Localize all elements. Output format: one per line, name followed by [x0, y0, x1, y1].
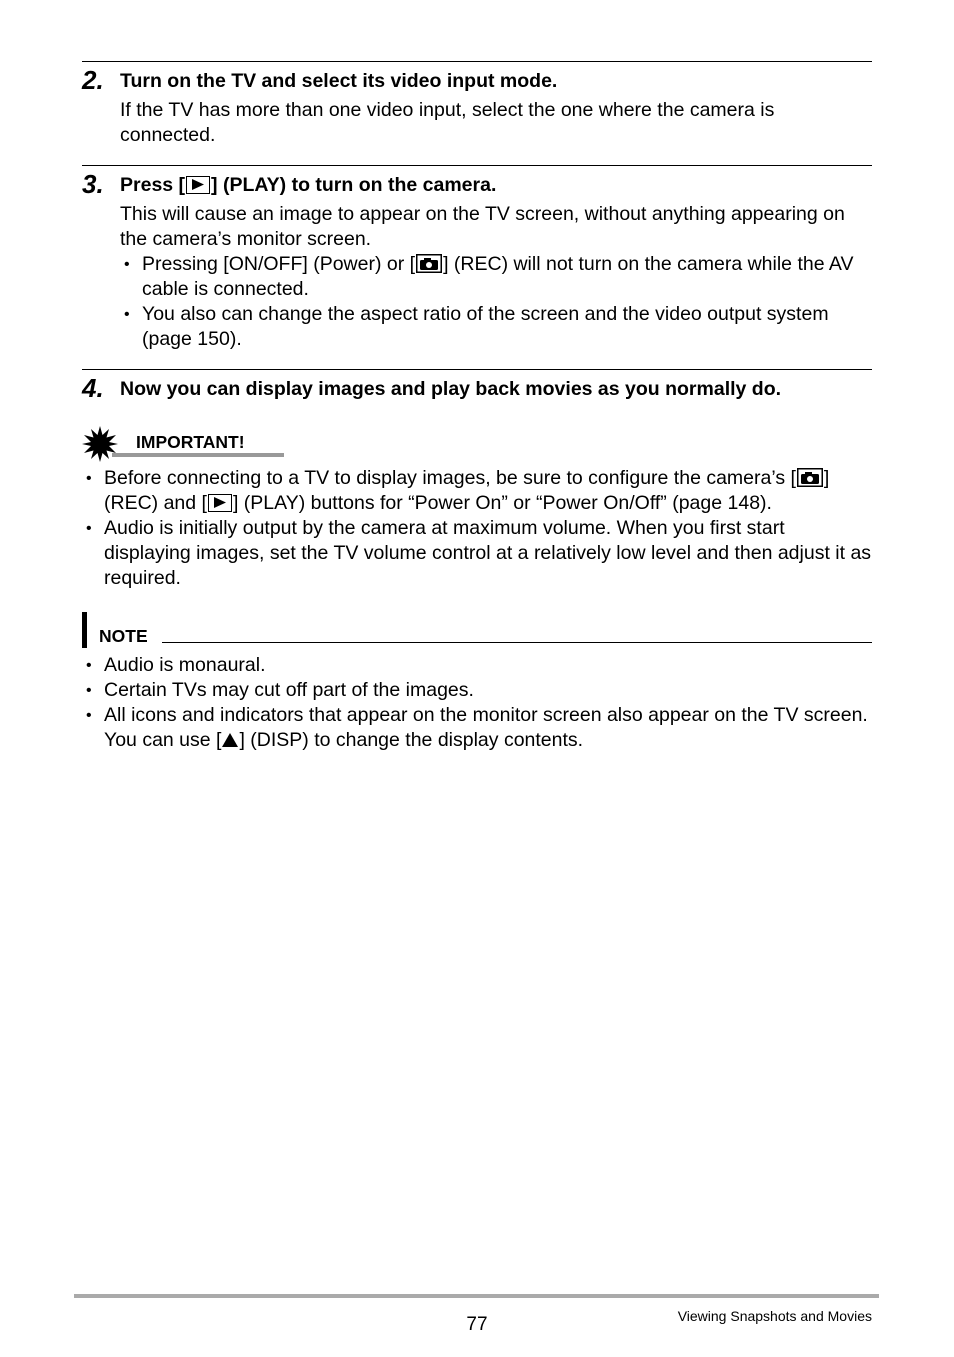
note-bar — [82, 612, 87, 648]
text-post: ] (DISP) to change the display contents. — [239, 729, 584, 751]
page-number: 77 — [466, 1314, 488, 1335]
step-title-post: ] (PLAY) to turn on the camera. — [211, 174, 497, 196]
step-3 — [82, 165, 872, 366]
text-pre: Before connecting to a TV to display images, be sure to configure the camera’s [ — [104, 467, 796, 489]
text-post: ] (REC) will not turn on the camera while the AV cable is connected. — [142, 253, 854, 300]
important-underline — [112, 453, 284, 457]
note-list — [82, 653, 872, 753]
step-text: This will cause an image to appear on the TV screen, without anything appearing on the camera’s monitor screen. — [120, 203, 845, 250]
list-item: • Certain TVs may cut off part of the images. — [82, 678, 872, 703]
step-title: Now you can display images and play back movies as you normally do. — [120, 378, 782, 400]
up-triangle-icon — [221, 732, 239, 748]
step-title-pre: Press [ — [120, 174, 186, 196]
step-number: 2. — [82, 65, 104, 95]
step-title: Turn on the TV and select its video input mode. — [120, 70, 558, 92]
step-number: 4. — [82, 373, 104, 403]
step-2 — [82, 61, 872, 162]
list-item — [82, 703, 872, 753]
play-icon — [208, 494, 232, 512]
text-mid: ] (REC) and [ — [104, 467, 830, 514]
text-post: ] (PLAY) buttons for “Power On” or “Power On/Off” (page 148). — [232, 492, 772, 514]
step-4 — [82, 369, 872, 410]
camera-icon — [416, 254, 442, 273]
step-bullets — [120, 252, 872, 352]
step-body — [120, 202, 872, 352]
note-header — [82, 612, 872, 648]
important-label: IMPORTANT! — [136, 432, 245, 452]
text-pre: All icons and indicators that appear on the monitor screen also appear on the TV screen. You can use [ — [104, 704, 868, 751]
note-label: NOTE — [99, 626, 148, 646]
footer-section-title: Viewing Snapshots and Movies — [677, 1308, 872, 1324]
list-item: • Audio is initially output by the camera at maximum volume. When you first start displaying images, set the TV volume control at a relatively low level and then adjust it as required. — [82, 516, 872, 591]
list-item — [120, 252, 872, 302]
step-text: If the TV has more than one video input, select the one where the camera is connected. — [120, 99, 775, 146]
list-item: • Audio is monaural. — [82, 653, 872, 678]
play-icon — [186, 176, 210, 194]
step-number: 3. — [82, 169, 104, 199]
camera-icon — [797, 468, 823, 487]
text-pre: Pressing [ON/OFF] (Power) or [ — [142, 253, 416, 275]
important-header — [82, 424, 286, 460]
list-item — [82, 466, 872, 516]
footer-rule — [74, 1294, 879, 1298]
note-rule — [162, 642, 872, 643]
step-title — [120, 174, 496, 197]
list-item: • You also can change the aspect ratio of the screen and the video output system (page 150). — [120, 302, 872, 352]
important-list — [82, 466, 872, 591]
